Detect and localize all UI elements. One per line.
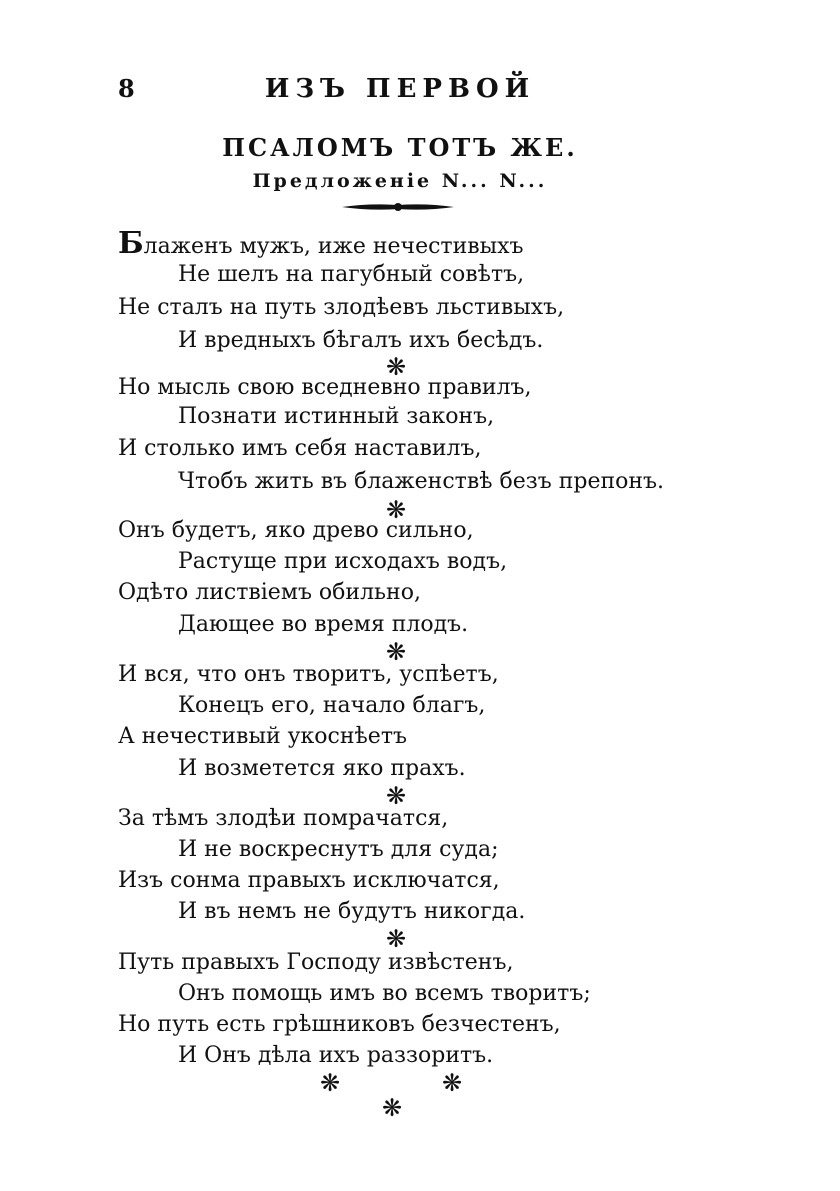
asterism-ornament: ❋ <box>381 1094 403 1122</box>
psalm-subtitle: Предложеніе N... N... <box>252 170 548 192</box>
verse-line: Дающее во время плодъ. <box>178 612 469 637</box>
verse-line: Но путь есть грѣшниковъ безчестенъ, <box>118 1012 561 1037</box>
verse-line <box>118 226 524 261</box>
asterism-ornament: ❋ <box>385 638 407 666</box>
verse-line: Изъ сонма правыхъ исключатся, <box>118 868 500 893</box>
verse-line: Одѣто листвіемъ обильно, <box>118 580 421 605</box>
verse-text: лаженъ мужъ, иже нечестивыхъ <box>143 234 524 259</box>
verse-line: И не воскреснутъ для суда; <box>178 837 499 862</box>
verse-line: И возметется яко прахъ. <box>178 756 466 781</box>
verse-line: Онъ будетъ, яко древо сильно, <box>118 518 474 543</box>
psalm-title: ПСАЛОМЪ ТОТЪ ЖЕ. <box>222 133 578 162</box>
verse-line: Путь правыхъ Господу извѣстенъ, <box>118 950 514 975</box>
verse-line: Но мысль свою вседневно правилъ, <box>118 375 532 400</box>
verse-line: Не шелъ на пагубный совѣтъ, <box>178 262 525 287</box>
asterism-ornament: ❋ <box>385 925 407 953</box>
verse-line: Растуще при исходахъ водъ, <box>178 549 508 574</box>
verse-line: Чтобъ жить въ блаженствѣ безъ препонъ. <box>178 469 665 494</box>
verse-line: И вредныхъ бѣгалъ ихъ бесѣдъ. <box>178 328 544 353</box>
verse-line: Познати истинный законъ, <box>178 404 495 429</box>
verse-line: Конецъ его, начало благъ, <box>178 693 486 718</box>
page-number: 8 <box>118 74 135 103</box>
verse-line: Не сталъ на путь злодѣевъ льстивыхъ, <box>118 295 565 320</box>
verse-line: Онъ помощь имъ во всемъ творитъ; <box>178 981 591 1006</box>
verse-line: И въ немъ не будутъ никогда. <box>178 899 526 924</box>
verse-line: И Онъ дѣла ихъ раззоритъ. <box>178 1043 494 1068</box>
running-head: ИЗЪ ПЕРВОЙ <box>264 74 536 104</box>
verse-line: А нечестивый укоснѣетъ <box>118 724 407 749</box>
verse-line: И вся, что онъ творитъ, успѣетъ, <box>118 662 499 687</box>
verse-line: За тѣмъ злодѣи помрачатся, <box>118 806 449 831</box>
asterism-ornament: ❋ <box>319 1069 341 1097</box>
asterism-ornament: ❋ <box>441 1069 463 1097</box>
drop-cap: Б <box>118 226 144 261</box>
asterism-ornament: ❋ <box>385 353 407 381</box>
decorative-rule <box>342 200 454 214</box>
asterism-ornament: ❋ <box>385 782 407 810</box>
verse-line: И столько имъ себя наставилъ, <box>118 436 482 461</box>
asterism-ornament: ❋ <box>385 496 407 524</box>
